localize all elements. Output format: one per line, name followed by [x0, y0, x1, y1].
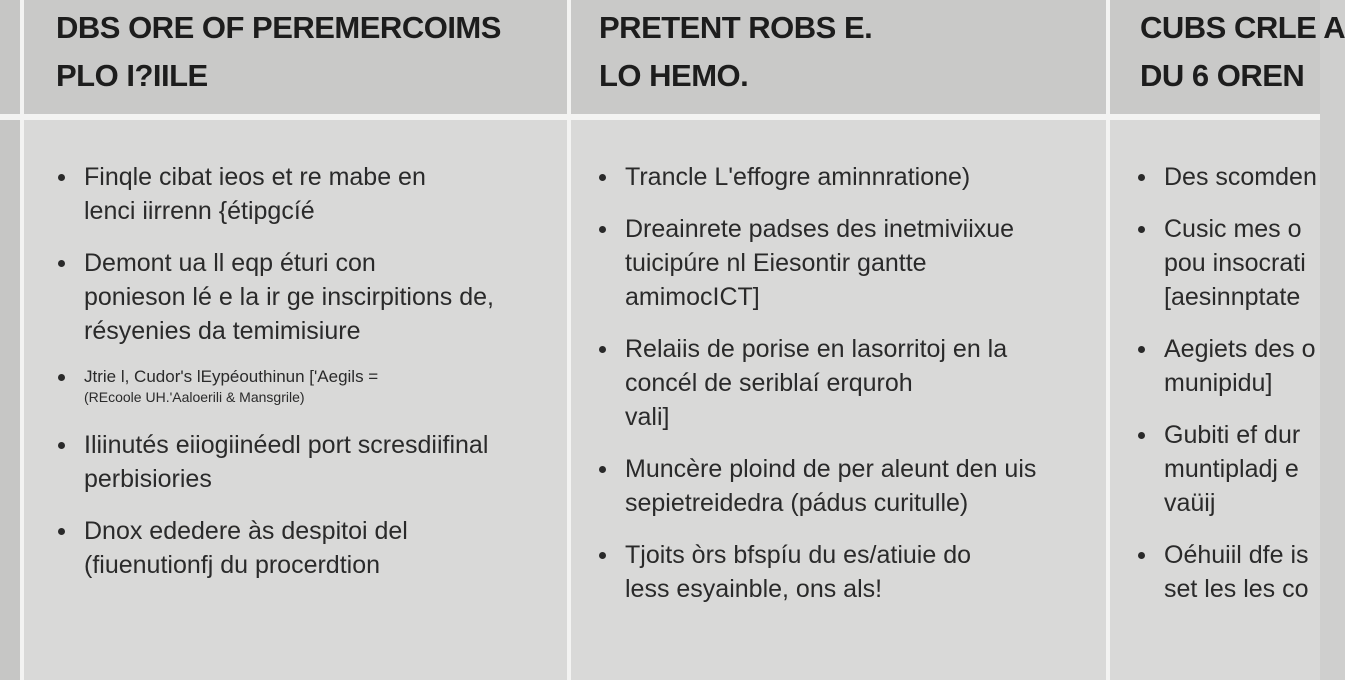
list-item-line: tuicipúre nl Eiesontir gantte — [625, 249, 927, 277]
list-item-line: less esyainble, ons als! — [625, 575, 883, 603]
list-item — [1138, 160, 1320, 194]
column-1-list — [58, 160, 567, 600]
bullet-icon — [58, 260, 65, 267]
column-1 — [24, 0, 567, 680]
column-3-list — [1138, 160, 1320, 624]
header-divider — [0, 114, 1320, 120]
list-item-line: Tjoits òrs bfspíu du es/atiuie do — [625, 541, 972, 569]
list-item-line: Aegiets des o — [1164, 335, 1316, 363]
list-item — [599, 452, 1106, 520]
list-item-line: Dreainrete padses des inetmiviixue — [625, 215, 1015, 243]
list-item-line: Iliinutés eiiogiinéedl port scresdiifinal — [84, 431, 489, 459]
list-item-line: Muncère ploind de per aleunt den uis — [625, 455, 1037, 483]
column-2-title-line-1: PRETENT ROBS E. — [599, 10, 873, 45]
column-3-body — [1110, 120, 1320, 680]
column-divider — [1106, 0, 1110, 680]
column-2 — [571, 0, 1106, 680]
bullet-icon — [1138, 432, 1145, 439]
list-item-line: Cusic mes o — [1164, 215, 1302, 243]
column-1-body — [24, 120, 567, 680]
column-3-header — [1110, 0, 1345, 114]
column-3-title — [1140, 4, 1345, 100]
bullet-icon — [599, 346, 606, 353]
list-item-line: muntipladj e — [1164, 455, 1299, 483]
column-2-header — [571, 0, 1106, 114]
list-item — [58, 246, 567, 348]
bullet-icon — [1138, 552, 1145, 559]
list-item-line: vali] — [625, 403, 670, 431]
list-item — [1138, 212, 1320, 314]
list-item — [599, 212, 1106, 314]
list-item-line: Relaiis de porise en lasorritoj en la — [625, 335, 1008, 363]
list-item — [599, 332, 1106, 434]
list-item-line: (fiuenutionfj du procerdtion — [84, 551, 381, 579]
bullet-icon — [58, 528, 65, 535]
bullet-icon — [58, 442, 65, 449]
list-item-line: Finqle cibat ieos et re mabe en — [84, 163, 426, 191]
list-item-line: lenci iirrenn {étipgcíé — [84, 197, 315, 225]
bullet-icon — [1138, 226, 1145, 233]
column-2-body — [571, 120, 1106, 680]
list-item-line: résyenies da temimisiure — [84, 317, 361, 345]
bullet-icon — [58, 374, 65, 381]
list-item-line: munipidu] — [1164, 369, 1273, 397]
column-2-list — [599, 160, 1106, 624]
list-item-line: amimocICT] — [625, 283, 760, 311]
list-item — [58, 428, 567, 496]
list-item — [58, 160, 567, 228]
list-item — [58, 514, 567, 582]
column-divider — [20, 0, 24, 680]
list-item — [599, 160, 1106, 194]
list-item — [58, 366, 567, 406]
left-margin-strip — [0, 0, 20, 680]
list-item-line: set les les co — [1164, 575, 1309, 603]
column-2-title-line-2: LO HEMO. — [599, 58, 749, 93]
column-divider — [567, 0, 571, 680]
bullet-icon — [599, 466, 606, 473]
column-1-header — [24, 0, 567, 114]
bullet-icon — [599, 174, 606, 181]
list-item — [1138, 332, 1320, 400]
list-item-line: Demont ua ll eqp éturi con — [84, 249, 376, 277]
bullet-icon — [1138, 174, 1145, 181]
list-item-line: Jtrie l, Cudor's lEypéouthinun ['Aegils = — [84, 367, 379, 386]
column-2-title — [599, 4, 872, 100]
list-item — [1138, 418, 1320, 520]
list-item-line: Des scomden — [1164, 163, 1317, 191]
bullet-icon — [1138, 346, 1145, 353]
column-3-title-line-2: DU 6 OREN — [1140, 58, 1305, 93]
list-item-line: Gubiti ef dur — [1164, 421, 1301, 449]
list-item-line: vaüij — [1164, 489, 1216, 517]
column-3-title-line-1: CUBS CRLE A — [1140, 10, 1345, 45]
list-item — [599, 538, 1106, 606]
list-item-line: concél de seriblaí erquroh — [625, 369, 913, 397]
column-1-title — [56, 4, 501, 100]
bullet-icon — [58, 174, 65, 181]
column-1-title-line-2: PLO I?IILE — [56, 58, 208, 93]
bullet-icon — [599, 552, 606, 559]
list-item-line: sepietreidedra (pádus curitulle) — [625, 489, 969, 517]
list-item-line: Oéhuiil dfe is — [1164, 541, 1309, 569]
column-3 — [1110, 0, 1345, 680]
list-item — [1138, 538, 1320, 606]
list-item-line: (REcoole UH.'Aaloerili & Mansgrile) — [84, 389, 305, 405]
column-1-title-line-1: DBS ORE OF PEREMERCOIMS — [56, 10, 501, 45]
list-item-line: Trancle L'effogre aminnratione) — [625, 163, 971, 191]
list-item-line: Dnox ededere às despitoi del — [84, 517, 408, 545]
list-item-line: pou insocrati — [1164, 249, 1306, 277]
list-item-line: ponieson lé e la ir ge inscirpitions de, — [84, 283, 494, 311]
bullet-icon — [599, 226, 606, 233]
list-item-line: [aesinnptate — [1164, 283, 1301, 311]
list-item-line: perbisiories — [84, 465, 212, 493]
